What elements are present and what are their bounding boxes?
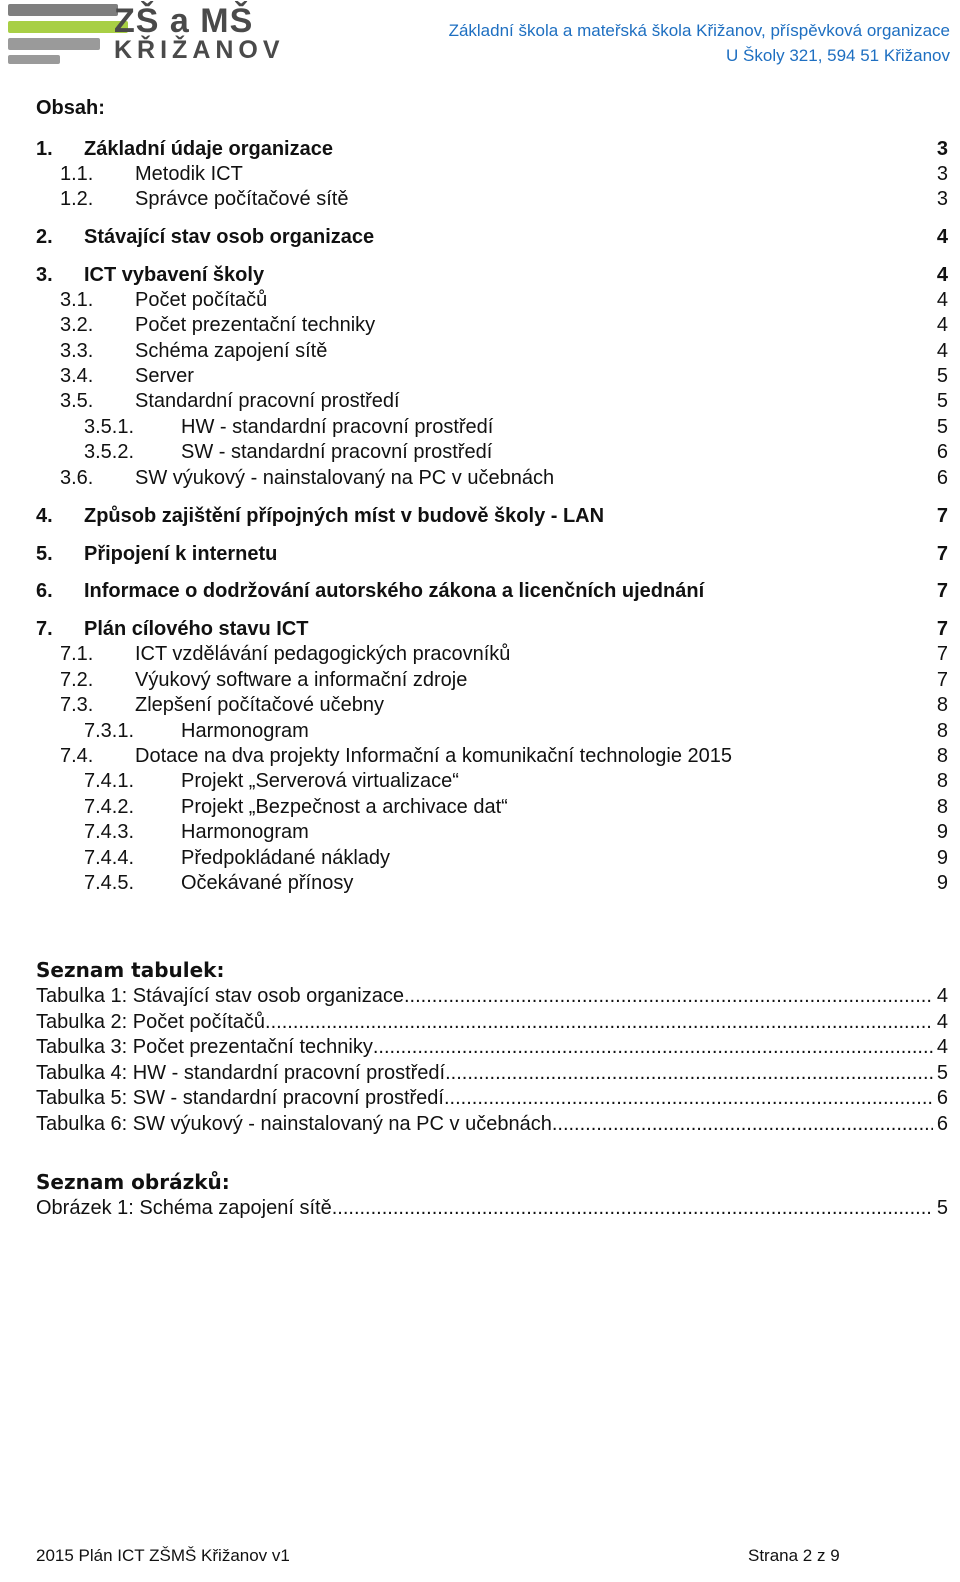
toc-entry-number: 7.4.2. [84,796,135,818]
toc-entry-page: 6 [936,441,948,463]
leader-dots [444,1087,933,1113]
toc-entry-number: 3.5. [60,390,94,412]
toc-entry[interactable] [0,669,960,695]
toc-entry-page: 7 [936,505,948,527]
toc-entry-number: 7.4.5. [84,872,135,894]
toc-entry[interactable] [0,226,960,252]
toc-entry-page: 9 [936,821,948,843]
toc-entry-label: Způsob zajištění přípojných míst v budově školy - LAN [84,505,605,527]
toc-entry-page: 8 [936,745,948,767]
table-list-entry-label: Tabulka 5: SW - standardní pracovní prostředí [36,1087,444,1109]
toc-entry-page: 3 [936,188,948,210]
toc-entry-number: 3. [36,264,53,286]
leader-dots [373,1036,933,1062]
toc-entry-label: SW - standardní pracovní prostředí [181,441,493,463]
toc-entry-number: 7.1. [60,643,94,665]
toc-entry[interactable] [0,188,960,214]
toc-entry[interactable] [0,163,960,189]
toc-entry[interactable] [0,796,960,822]
toc-entry-number: 1.1. [60,163,94,185]
table-list-entry-label: Tabulka 4: HW - standardní pracovní prostředí [36,1062,446,1084]
organization-address: U Školy 321, 594 51 Křižanov [726,46,950,65]
toc-entry-number: 7.4.4. [84,847,135,869]
toc-entry-page: 8 [936,720,948,742]
toc-entry-page: 5 [936,365,948,387]
toc-entry-label: SW výukový - nainstalovaný na PC v učebnách [135,467,555,489]
table-list-entry[interactable] [36,1011,948,1037]
toc-entry-page: 4 [936,264,948,286]
leader-dots [404,985,933,1011]
toc-entry-label: Správce počítačové sítě [135,188,349,210]
toc-entry[interactable] [0,770,960,796]
toc-entry-page: 4 [936,289,948,311]
toc-entry-label: Schéma zapojení sítě [135,340,328,362]
toc-entry-label: Metodik ICT [135,163,243,185]
table-list-entry[interactable] [36,1062,948,1088]
table-list-entry-page: 4 [933,985,948,1011]
toc-entry-page: 3 [936,138,948,160]
toc-entry-page: 7 [936,543,948,565]
toc-entry[interactable] [0,340,960,366]
toc-entry-label: Harmonogram [181,821,309,843]
toc-entry-page: 5 [936,390,948,412]
toc-entry-number: 7.4. [60,745,94,767]
figure-list-entry-label: Obrázek 1: Schéma zapojení sítě [36,1197,332,1219]
toc-entry-page: 8 [936,694,948,716]
toc-entry-number: 3.1. [60,289,94,311]
table-list-entry-page: 4 [933,1011,948,1037]
toc-entry-page: 6 [936,467,948,489]
toc-entry-page: 4 [936,340,948,362]
toc-entry-number: 7.3. [60,694,94,716]
toc-entry[interactable] [0,694,960,720]
toc-entry[interactable] [0,505,960,531]
toc-entry[interactable] [0,467,960,493]
table-list-entry-page: 4 [933,1036,948,1062]
toc-entry-label: Připojení k internetu [84,543,278,565]
toc-entry[interactable] [0,390,960,416]
toc-entry-number: 7.3.1. [84,720,135,742]
toc-entry-number: 3.3. [60,340,94,362]
toc-entry[interactable] [0,416,960,442]
footer-page-number: Strana 2 z 9 [748,1546,840,1565]
toc-entry-number: 3.4. [60,365,94,387]
toc-entry[interactable] [0,720,960,746]
table-list-entry-label: Tabulka 6: SW výukový - nainstalovaný na PC v učebnách [36,1113,552,1135]
toc-entry-label: Standardní pracovní prostředí [135,390,400,412]
toc-entry-label: Stávající stav osob organizace [84,226,375,248]
table-list-entry[interactable] [36,1113,948,1139]
toc-entry-label: Server [135,365,194,387]
table-list-entry-label: Tabulka 1: Stávající stav osob organizace [36,985,404,1007]
toc-entry-label: Základní údaje organizace [84,138,333,160]
toc-entry-label: Předpokládané náklady [181,847,391,869]
toc-entry[interactable] [0,643,960,669]
toc-entry[interactable] [0,138,960,164]
table-list-entry[interactable] [36,1087,948,1113]
toc-entry[interactable] [0,821,960,847]
toc-entry-number: 1. [36,138,53,160]
tables-list-heading: Seznam tabulek: [36,958,225,982]
toc-entry-page: 9 [936,872,948,894]
toc-entry-page: 7 [936,669,948,691]
toc-entry-number: 7.2. [60,669,94,691]
toc-entry-label: ICT vybavení školy [84,264,265,286]
toc-entry-label: Počet počítačů [135,289,268,311]
toc-entry-label: HW - standardní pracovní prostředí [181,416,494,438]
toc-entry-page: 7 [936,643,948,665]
toc-entry[interactable] [0,745,960,771]
leader-dots [332,1197,933,1223]
toc-entry-number: 7.4.3. [84,821,135,843]
toc-entry[interactable] [0,289,960,315]
toc-entry-number: 3.5.2. [84,441,135,463]
table-list-entry-page: 5 [933,1062,948,1088]
footer-document-name: 2015 Plán ICT ZŠMŠ Křižanov v1 [36,1546,290,1565]
toc-entry-page: 8 [936,770,948,792]
toc-entry-label: Očekávané přínosy [181,872,354,894]
toc-entry-number: 1.2. [60,188,94,210]
toc-entry-number: 5. [36,543,53,565]
leader-dots [445,1062,933,1088]
leader-dots [552,1113,933,1139]
toc-entry[interactable] [0,618,960,644]
toc-entry-label: Dotace na dva projekty Informační a komunikační technologie 2015 [135,745,733,767]
toc-entry-label: Počet prezentační techniky [135,314,376,336]
figure-list-entry-page: 5 [933,1197,948,1223]
toc-heading: Obsah: [36,97,105,119]
toc-entry[interactable] [0,365,960,391]
toc-entry-page: 7 [936,618,948,640]
toc-entry-number: 2. [36,226,53,248]
toc-entry-label: Výukový software a informační zdroje [135,669,468,691]
toc-entry[interactable] [0,543,960,569]
toc-entry-page: 3 [936,163,948,185]
logo-title: ZŠ a MŠ [114,2,254,40]
toc-entry-number: 6. [36,580,53,602]
table-list-entry-page: 6 [933,1087,948,1113]
figure-list-entry[interactable] [36,1197,948,1223]
figures-list-heading: Seznam obrázků: [36,1170,230,1194]
toc-entry[interactable] [0,872,960,898]
organization-info [449,18,950,68]
toc-entry[interactable] [0,847,960,873]
toc-entry-label: ICT vzdělávání pedagogických pracovníků [135,643,511,665]
toc-entry-label: Plán cílového stavu ICT [84,618,309,640]
toc-entry-number: 7.4.1. [84,770,135,792]
toc-entry[interactable] [0,314,960,340]
table-list-entry-label: Tabulka 3: Počet prezentační techniky [36,1036,373,1058]
toc-entry-number: 3.5.1. [84,416,135,438]
toc-entry[interactable] [0,580,960,606]
toc-entry-page: 5 [936,416,948,438]
table-list-entry[interactable] [36,1036,948,1062]
leader-dots [265,1011,933,1037]
toc-entry[interactable] [0,441,960,467]
toc-entry-label: Zlepšení počítačové učebny [135,694,385,716]
toc-entry-number: 4. [36,505,53,527]
organization-name: Základní škola a mateřská škola Křižanov, příspěvková organizace [448,21,950,40]
toc-entry-page: 4 [936,314,948,336]
toc-entry-number: 7. [36,618,53,640]
toc-entry-page: 8 [936,796,948,818]
logo-subtitle: KŘIŽANOV [114,36,285,64]
school-logo-icon [8,4,128,64]
toc-entry-label: Projekt „Bezpečnost a archivace dat“ [181,796,508,818]
toc-entry-number: 3.2. [60,314,94,336]
toc-entry-page: 4 [936,226,948,248]
toc-entry-label: Projekt „Serverová virtualizace“ [181,770,459,792]
toc-entry-label: Harmonogram [181,720,309,742]
toc-entry[interactable] [0,264,960,290]
toc-entry-label: Informace o dodržování autorského zákona a licenčních ujednání [84,580,705,602]
table-list-entry-page: 6 [933,1113,948,1139]
table-list-entry[interactable] [36,985,948,1011]
toc-entry-page: 7 [936,580,948,602]
table-list-entry-label: Tabulka 2: Počet počítačů [36,1011,266,1033]
toc-entry-number: 3.6. [60,467,94,489]
toc-entry-page: 9 [936,847,948,869]
